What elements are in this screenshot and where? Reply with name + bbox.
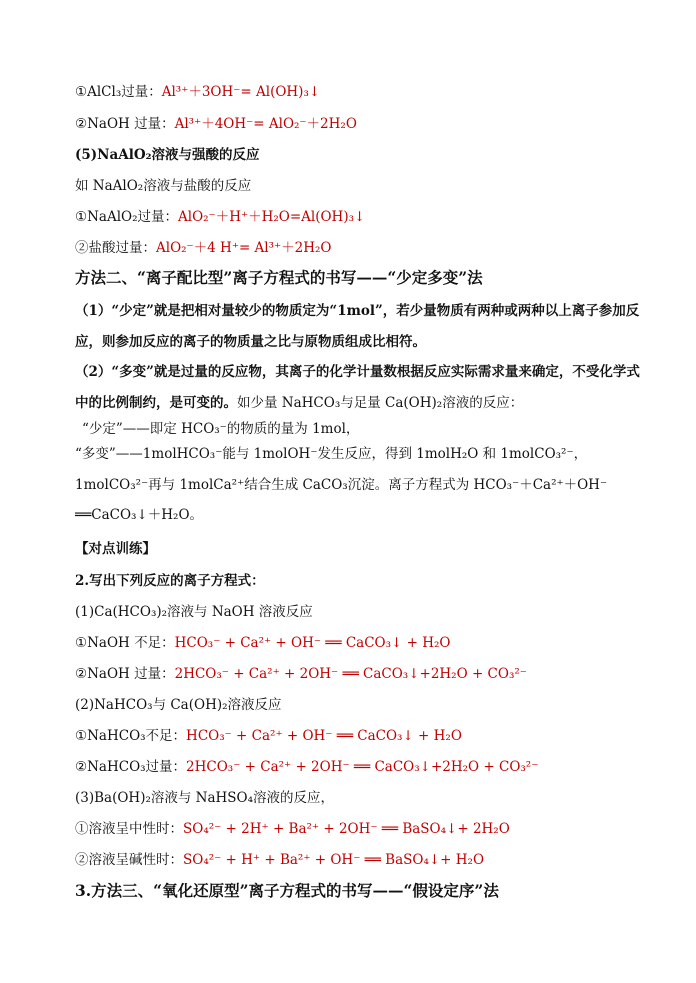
- subquestion-1: (1)Ca(HCO₃)₂溶液与 NaOH 溶液反应: [75, 604, 313, 620]
- method-three-heading: 3.方法三、“氧化还原型”离子方程式的书写——“假设定序”法: [75, 881, 499, 900]
- subquestion-3: (3)Ba(OH)₂溶液与 NaHSO₄溶液的反应，: [75, 790, 335, 806]
- ionic-equation: HCO₃⁻ + Ca²⁺ + OH⁻ ══ CaCO₃↓ + H₂O: [174, 635, 451, 651]
- line-label: ②NaHCO₃过量：: [75, 759, 187, 775]
- method-two-heading: 方法二、“离子配比型”离子方程式的书写——“少定多变”法: [75, 268, 483, 287]
- line-label: ①NaAlO₂过量：: [75, 209, 179, 225]
- line-label: ②NaOH 过量：: [75, 116, 175, 132]
- line-label: ②溶液呈碱性时：: [75, 852, 183, 868]
- ionic-equation: HCO₃⁻ + Ca²⁺ + OH⁻ ══ CaCO₃↓ + H₂O: [186, 728, 462, 744]
- nahco3-excess-line: [75, 757, 646, 777]
- ionic-equation: Al³⁺＋4OH⁻= AlO₂⁻＋2H₂O: [174, 116, 357, 132]
- line-label: ①溶液呈中性时：: [75, 821, 183, 837]
- nahco3-insufficient-line: [75, 726, 646, 746]
- ionic-equation: Al³⁺＋3OH⁻= Al(OH)₃↓: [161, 84, 321, 100]
- shaoding-paragraph: （1）“少定”就是把相对量较少的物质定为“1mol”，若少量物质有两种或两种以上离子参加反应，则参加反应的离子的物质量之比与原物质组成比相符。: [75, 303, 640, 350]
- naoh-excess-line-2: [75, 664, 646, 684]
- duobian-bold-text: （2）“多变”就是过量的反应物，其离子的化学计量数根据反应实际需求量来确定，不受化学式中的比例制约，是可变的。: [75, 364, 640, 411]
- line-label: ①NaOH 不足：: [75, 635, 175, 651]
- line-label: ①NaHCO₃不足：: [75, 728, 187, 744]
- line-label: ②盐酸过量：: [75, 240, 156, 256]
- naoh-excess-line: [75, 114, 646, 134]
- ionic-equation: AlO₂⁻＋4 H⁺= Al³⁺＋2H₂O: [156, 240, 332, 256]
- ionic-equation: 2HCO₃⁻ + Ca²⁺ + 2OH⁻ ══ CaCO₃↓+2H₂O + CO₃²⁻: [174, 666, 527, 682]
- ionic-equation: AlO₂⁻＋H⁺＋H₂O=Al(OH)₃↓: [178, 209, 366, 225]
- naoh-insufficient-line: [75, 633, 646, 653]
- practice-heading: 【对点训练】: [75, 541, 156, 557]
- hcl-excess-line: [75, 238, 646, 258]
- duobian-example-text: 如少量 NaHCO₃与足量 Ca(OH)₂溶液的反应：: [237, 394, 524, 411]
- example-line: 如 NaAlO₂溶液与盐酸的反应: [75, 178, 252, 194]
- line-label: ①AlCl₃过量：: [75, 84, 162, 100]
- ionic-equation: SO₄²⁻ + H⁺ + Ba²⁺ + OH⁻ ══ BaSO₄↓+ H₂O: [183, 852, 485, 868]
- alcl3-excess-line: [75, 82, 646, 102]
- exercise-2-title: 2.写出下列反应的离子方程式：: [75, 573, 265, 589]
- alkaline-solution-line: [75, 850, 646, 870]
- naalo2-excess-line: [75, 207, 646, 227]
- duobian-paragraph: [75, 357, 646, 418]
- subquestion-2: (2)NaHCO₃与 Ca(OH)₂溶液反应: [75, 697, 282, 713]
- ionic-equation: 2HCO₃⁻ + Ca²⁺ + 2OH⁻ ══ CaCO₃↓+2H₂O + CO₃²⁻: [186, 759, 539, 775]
- duobian-example-paragraph: “多变”——1molHCO₃⁻能与 1molOH⁻发生反应，得到 1molH₂O 和 1molCO₃²⁻，1molCO₃²⁻再与 1molCa²⁺结合生成 CaCO₃沉淀。离子方程式为 HCO₃⁻＋Ca²⁺＋OH⁻ ══CaCO₃↓＋H₂O。: [75, 446, 608, 523]
- neutral-solution-line: [75, 819, 646, 839]
- shaoding-example-line: “少定”——即定 HCO₃⁻的物质的量为 1mol，: [82, 421, 360, 437]
- ionic-equation: SO₄²⁻ + 2H⁺ + Ba²⁺ + 2OH⁻ ══ BaSO₄↓+ 2H₂O: [183, 821, 510, 837]
- section-heading-5: (5)NaAlO₂溶液与强酸的反应: [75, 147, 260, 163]
- line-label: ②NaOH 过量：: [75, 666, 175, 682]
